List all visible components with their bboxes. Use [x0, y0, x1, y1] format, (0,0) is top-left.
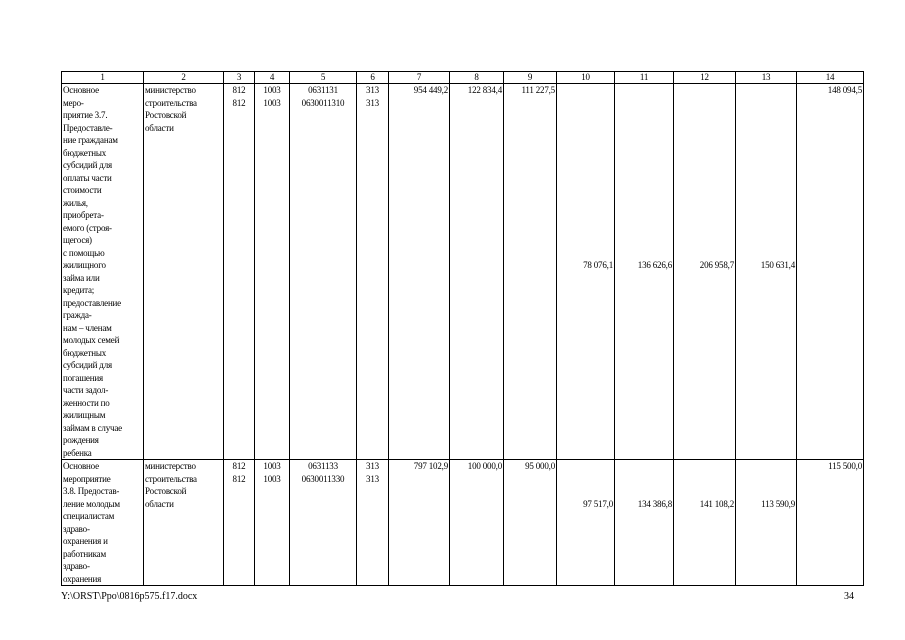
header-cell: 12 — [674, 72, 736, 84]
expense-code-cell: 313 313 — [357, 460, 389, 586]
amount-cell: 78 076,1 — [557, 84, 615, 460]
file-path: Y:\ORST\Ppo\0816p575.f17.docx — [61, 591, 198, 602]
amount-cell: 797 102,9 — [389, 460, 450, 586]
table-row — [62, 84, 864, 460]
amount-cell: 148 094,5 — [797, 84, 864, 460]
header-cell: 6 — [357, 72, 389, 84]
amount-cell: 95 000,0 — [504, 460, 557, 586]
measure-description: Основное меро- приятие 3.7. Предоставле- ние гражданам бюджетных субсидий для оплаты части стоимости жилья, приобрета- емого (строя- щегося) с помощью жилищного займа или кредита; предоставление гражда- нам – членам молодых семей бюджетных субсидий для погашения части задол- женности по жилищным займам в случае рождения ребенка — [62, 84, 144, 460]
amount-cell: 113 590,9 — [736, 460, 797, 586]
header-cell: 3 — [224, 72, 255, 84]
header-cell: 1 — [62, 72, 144, 84]
header-cell: 5 — [290, 72, 357, 84]
header-cell: 2 — [144, 72, 224, 84]
target-code-cell: 0631131 0630011310 — [290, 84, 357, 460]
gr-code-cell: 812 812 — [224, 460, 255, 586]
program-table — [61, 71, 864, 586]
header-cell: 4 — [255, 72, 290, 84]
target-code-cell: 0631133 0630011330 — [290, 460, 357, 586]
table-row — [62, 460, 864, 586]
amount-cell: 150 631,4 — [736, 84, 797, 460]
header-cell: 14 — [797, 72, 864, 84]
executor-cell: министерство строительства Ростовской области — [144, 460, 224, 586]
header-row — [62, 72, 864, 84]
amount-cell: 97 517,0 — [557, 460, 615, 586]
header-cell: 9 — [504, 72, 557, 84]
amount-cell: 206 958,7 — [674, 84, 736, 460]
section-code-cell: 1003 1003 — [255, 84, 290, 460]
gr-code-cell: 812 812 — [224, 84, 255, 460]
header-cell: 8 — [450, 72, 504, 84]
amount-cell: 115 500,0 — [797, 460, 864, 586]
amount-cell: 141 108,2 — [674, 460, 736, 586]
amount-cell: 111 227,5 — [504, 84, 557, 460]
amount-cell: 954 449,2 — [389, 84, 450, 460]
header-cell: 13 — [736, 72, 797, 84]
amount-cell: 134 386,8 — [615, 460, 674, 586]
expense-code-cell: 313 313 — [357, 84, 389, 460]
measure-description: Основное мероприятие 3.8. Предостав- ление молодым специалистам здраво- охранения и работникам здраво- охранения — [62, 460, 144, 586]
amount-cell: 136 626,6 — [615, 84, 674, 460]
page-number: 34 — [844, 591, 854, 602]
amount-cell: 100 000,0 — [450, 460, 504, 586]
amount-cell: 122 834,4 — [450, 84, 504, 460]
section-code-cell: 1003 1003 — [255, 460, 290, 586]
header-cell: 10 — [557, 72, 615, 84]
executor-cell: министерство строительства Ростовской области — [144, 84, 224, 460]
header-cell: 7 — [389, 72, 450, 84]
header-cell: 11 — [615, 72, 674, 84]
